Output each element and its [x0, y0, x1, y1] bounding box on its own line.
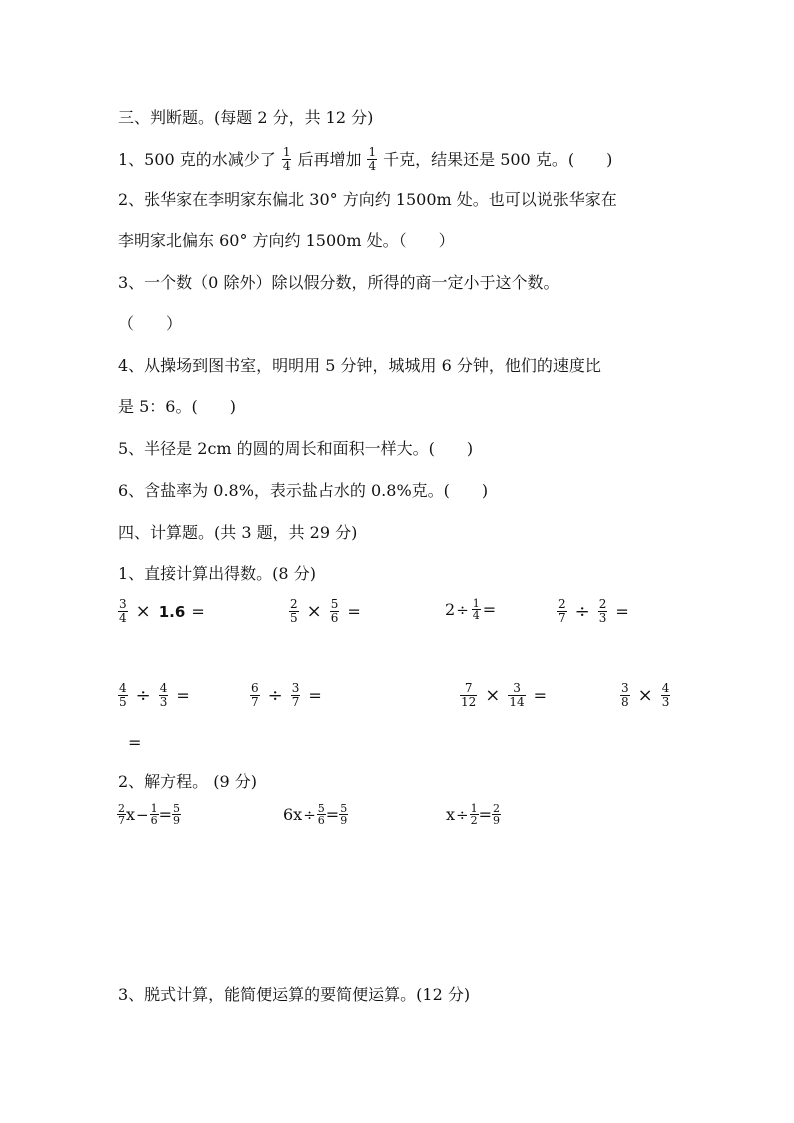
operator: −: [136, 805, 149, 824]
q1-text-b: 后再增加: [297, 149, 362, 169]
fraction: [118, 598, 128, 625]
calc-r1-e2: [287, 598, 361, 625]
section3-title: 三、判断题。(每题 2 分，共 12 分): [118, 108, 374, 127]
equation-1: [117, 803, 181, 826]
calc-r1-e1: [116, 598, 205, 625]
fraction: [150, 803, 159, 826]
variable: x: [126, 805, 136, 824]
fraction-numerator: 4: [159, 681, 168, 695]
variable: x: [446, 805, 456, 824]
fraction-denominator: 6: [330, 611, 339, 625]
fraction: [470, 803, 479, 826]
fraction-denominator: 3: [159, 695, 168, 709]
operator: ÷: [574, 601, 590, 622]
operator: ×: [306, 601, 322, 622]
calc-r2-e3: [458, 682, 547, 709]
calc-r2-e4: [618, 682, 672, 709]
equals-sign: =: [158, 805, 173, 824]
fraction-denominator: 9: [173, 814, 181, 827]
operator: ÷: [456, 805, 469, 824]
fraction: [339, 803, 348, 826]
fraction-denominator: 2: [470, 814, 478, 827]
fraction-denominator: 7: [251, 695, 259, 709]
fraction: [159, 682, 169, 709]
question-3-answer-blank: （ ）: [118, 314, 183, 333]
fraction-numerator: 3: [513, 681, 521, 695]
fraction-numerator: 2: [598, 597, 607, 611]
fraction-denominator: 6: [317, 814, 325, 827]
fraction-denominator: 9: [493, 814, 501, 827]
fraction-numerator: 1: [150, 802, 158, 815]
question-2-line-1: 2、张华家在李明家东偏北 30° 方向约 1500m 处。也可以说张华家在: [118, 190, 617, 209]
operator: ÷: [267, 685, 283, 706]
calc-r1-e4: [555, 598, 629, 625]
fraction-denominator: 4: [472, 609, 480, 622]
equals-sign: =: [191, 602, 205, 621]
operator: ÷: [135, 685, 151, 706]
fraction: [472, 598, 481, 621]
fraction: [460, 682, 477, 709]
calc-r2-e1: [116, 682, 190, 709]
equals-sign: =: [176, 686, 190, 705]
fraction: [508, 682, 525, 709]
equals-sign: =: [347, 602, 361, 621]
fraction: [620, 682, 630, 709]
fraction-denominator: 9: [340, 814, 348, 827]
question-3-line-1: 3、一个数（0 除外）除以假分数，所得的商一定小于这个数。: [118, 273, 560, 292]
operator: ×: [135, 601, 151, 622]
q1-fraction-1: [282, 146, 292, 173]
equals-sign: =: [615, 602, 629, 621]
fraction: [250, 682, 260, 709]
fraction-denominator: 3: [598, 611, 607, 625]
fraction: [661, 682, 671, 709]
fraction-numerator: 2: [290, 597, 298, 611]
fraction-denominator: 7: [291, 695, 300, 709]
calc-r2-e2: [248, 682, 322, 709]
coefficient-variable: 6x: [283, 805, 303, 824]
fraction-denominator: 14: [509, 695, 525, 709]
fraction-numerator: 1: [470, 802, 478, 815]
fraction-numerator: 5: [330, 597, 339, 611]
fraction: [492, 803, 501, 826]
fraction-numerator: 2: [493, 802, 501, 815]
part3-title: 3、脱式计算，能简便运算的要简便运算。(12 分): [118, 985, 471, 1004]
question-4-line-2: 是 5：6。( ): [118, 397, 236, 416]
fraction-numerator: 7: [464, 681, 473, 695]
fraction-numerator: 5: [173, 802, 181, 815]
fraction-numerator: 4: [119, 681, 127, 695]
fraction: [598, 598, 608, 625]
question-6: 6、含盐率为 0.8%，表示盐占水的 0.8%克。( ): [118, 481, 489, 500]
q1-text-a: 1、500 克的水减少了: [118, 149, 276, 169]
question-2-line-2: 李明家北偏东 60° 方向约 1500m 处。（ ）: [118, 231, 455, 250]
fraction-denominator: 5: [290, 611, 298, 625]
fraction: [172, 803, 181, 826]
fraction-numerator: 2: [118, 802, 125, 815]
part1-title: 1、直接计算出得数。(8 分): [118, 564, 316, 583]
equals-sign: =: [478, 805, 493, 824]
fraction-numerator: 5: [317, 802, 325, 815]
whole-number: 2: [445, 600, 456, 619]
fraction-denominator: 4: [282, 159, 291, 173]
q1-text-c: 千克，结果还是 500 克。( ): [383, 149, 613, 169]
fraction: [117, 803, 126, 826]
fraction-numerator: 1: [282, 145, 291, 159]
fraction-denominator: 6: [150, 814, 158, 827]
question-1: [118, 146, 612, 173]
fraction: [330, 598, 340, 625]
question-5: 5、半径是 2cm 的圆的周长和面积一样大。( ): [118, 439, 474, 458]
equation-2: [283, 803, 348, 826]
fraction: [291, 682, 301, 709]
fraction: [317, 803, 326, 826]
fraction: [118, 682, 128, 709]
equals-sign: =: [533, 686, 548, 705]
equation-3: [446, 803, 501, 826]
q1-fraction-2: [367, 146, 377, 173]
part2-title: 2、解方程。 (9 分): [118, 772, 258, 791]
fraction-numerator: 1: [472, 597, 480, 610]
operator: ×: [485, 685, 501, 706]
fraction-denominator: 4: [119, 611, 127, 625]
fraction-numerator: 4: [661, 681, 670, 695]
fraction-numerator: 3: [119, 597, 127, 611]
fraction-denominator: 7: [118, 814, 125, 827]
section4-title: 四、计算题。(共 3 题，共 29 分): [118, 523, 358, 542]
fraction: [557, 598, 567, 625]
calc-r1-e3: [445, 598, 496, 621]
fraction-numerator: 6: [251, 681, 259, 695]
equals-sign: =: [325, 805, 340, 824]
fraction-denominator: 5: [119, 695, 127, 709]
fraction: [289, 598, 299, 625]
fraction-denominator: 7: [558, 611, 566, 625]
fraction-numerator: 1: [368, 145, 377, 159]
decimal-value: 1.6: [158, 602, 186, 621]
fraction-denominator: 8: [621, 695, 629, 709]
operator: ÷: [303, 805, 316, 824]
fraction-denominator: 3: [661, 695, 670, 709]
operator: ÷: [456, 600, 469, 619]
fraction-numerator: 3: [291, 681, 300, 695]
fraction-denominator: 12: [461, 695, 477, 709]
equals-sign: =: [482, 600, 497, 619]
fraction-numerator: 3: [621, 681, 629, 695]
operator: ×: [637, 685, 653, 706]
fraction-denominator: 4: [368, 159, 377, 173]
fraction-numerator: 2: [558, 597, 566, 611]
equals-sign: =: [308, 686, 322, 705]
fraction-numerator: 5: [340, 802, 348, 815]
row2-trailing-equals: =: [128, 733, 142, 752]
question-4-line-1: 4、从操场到图书室，明明用 5 分钟，城城用 6 分钟，他们的速度比: [118, 356, 601, 375]
